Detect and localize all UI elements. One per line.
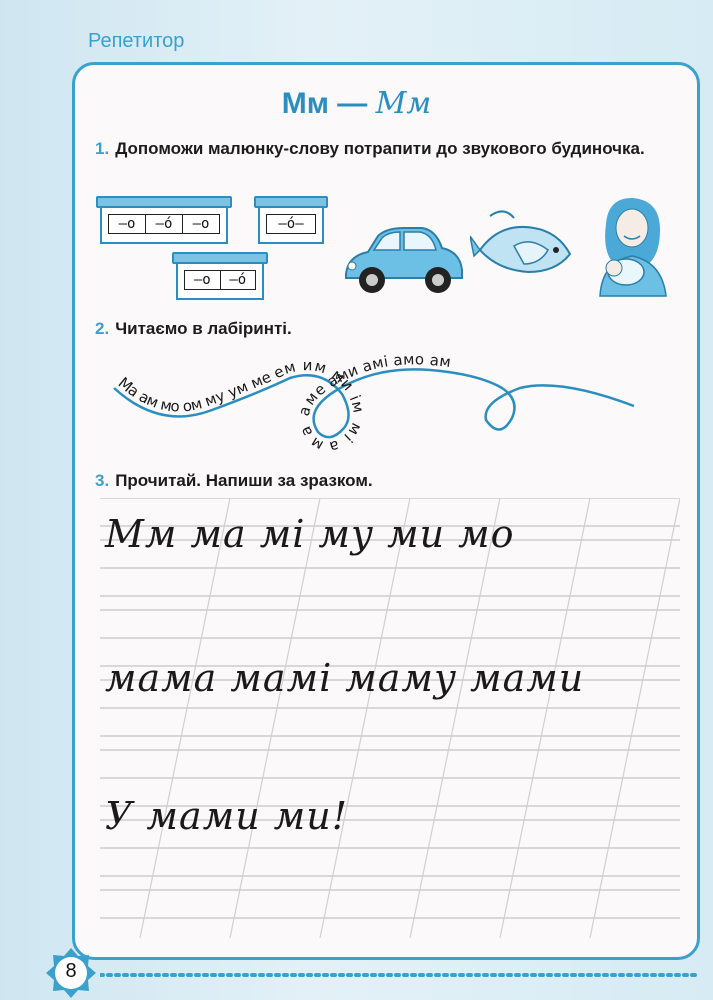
writing-line-1: Мм ма мі му ми мо xyxy=(105,512,515,556)
task-1-number: 1. xyxy=(95,139,110,158)
house-slot: –о xyxy=(118,216,136,232)
task-3-number: 3. xyxy=(95,471,110,490)
page-number: 8 xyxy=(65,960,77,982)
task-2-number: 2. xyxy=(95,319,110,338)
task-3-text: Прочитай. Напиши за зразком. xyxy=(115,471,373,490)
title-print: Мм — xyxy=(281,87,368,120)
header-label: Репетитор xyxy=(88,30,185,52)
task-3 xyxy=(95,468,685,494)
task-1 xyxy=(95,136,680,162)
task-2 xyxy=(95,316,685,342)
sound-house-1 xyxy=(100,196,228,244)
house-slot: –о́– xyxy=(278,216,304,232)
task-2-text: Читаємо в лабіринті. xyxy=(115,319,292,338)
house-slot: –о xyxy=(182,215,219,233)
task-1-text: Допоможи малюнку-слову потрапити до звукового будиночка. xyxy=(115,139,645,158)
title-script: Мм xyxy=(375,86,432,121)
house-slot: –о́ xyxy=(220,271,256,289)
page-title xyxy=(0,86,713,121)
dotted-divider xyxy=(100,972,700,978)
mother-with-baby-icon xyxy=(586,196,674,300)
svg-text:Ма ам мо ом му ум ме ем им ми xyxy=(115,350,452,456)
writing-line-2: мама мамі маму мами xyxy=(105,656,585,700)
labyrinth-text: Ма ам мо ом му ум ме ем им ми ім мі ама аме ами амі амо ам xyxy=(114,350,452,457)
house-slot: –о xyxy=(193,272,211,288)
labyrinth xyxy=(100,348,660,458)
house-slot: –о́ xyxy=(145,215,182,233)
car-icon xyxy=(338,222,468,300)
handwriting-grid xyxy=(100,498,680,938)
writing-line-3: У мами ми! xyxy=(105,794,349,838)
fish-icon xyxy=(470,206,580,278)
sound-house-3 xyxy=(176,252,264,300)
sound-house-2 xyxy=(258,196,324,244)
